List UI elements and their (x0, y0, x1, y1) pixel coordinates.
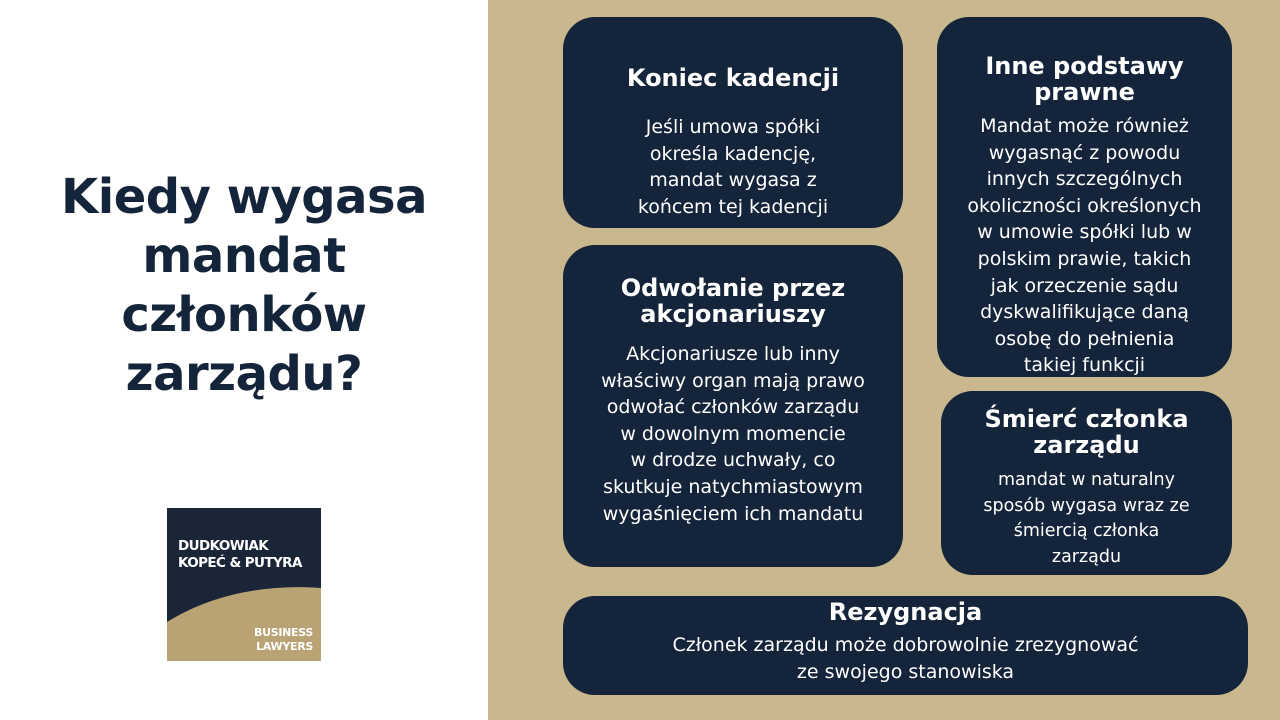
card-text-line: innych szczególnych (986, 168, 1183, 191)
card-title-line: akcjonariuszy (640, 300, 826, 328)
card-text-line: odwołać członków zarządu (606, 396, 860, 419)
card-text-line: polskim prawie, takich (977, 247, 1192, 270)
card-text-line: osobę do pełnienia (994, 327, 1175, 350)
card-text-line: Mandat może również (980, 115, 1189, 137)
card-text-line: określa kadencję, (649, 142, 817, 165)
title-line: członków (121, 287, 367, 343)
card-text-line: takiej funkcji (1023, 354, 1146, 377)
card-text-line: skutkuje natychmiastowym (603, 475, 863, 498)
card-text-line: w dowolnym momencie (620, 422, 846, 445)
card-text (951, 468, 1222, 570)
card-text-line: dyskwalifikujące daną (980, 301, 1189, 324)
card-title (941, 406, 1232, 458)
page-title (20, 168, 468, 404)
card-title: Rezygnacja (828, 598, 983, 626)
card-title (937, 53, 1232, 105)
logo-firm-name (178, 538, 302, 572)
card-text (571, 341, 895, 527)
card-text-line: okoliczności określonych (967, 194, 1202, 217)
card-text (583, 632, 1228, 685)
card-text-line: zarządu (1051, 546, 1122, 567)
card-title-line: Odwołanie przez (620, 274, 846, 302)
left-panel (0, 0, 488, 720)
card-text-line: w umowie spółki lub w (977, 221, 1192, 244)
card-text-line: jak orzeczenie sądu (990, 274, 1179, 297)
title-line: zarządu? (125, 346, 363, 402)
card-inne-podstawy (937, 17, 1232, 377)
card-text-line: śmiercią członka (1013, 521, 1160, 541)
card-title-line: Inne podstawy (985, 52, 1184, 80)
logo-tag-line: LAWYERS (256, 640, 313, 653)
card-text (593, 114, 873, 220)
card-title (563, 275, 903, 327)
card-text-line: ze swojego stanowiska (796, 660, 1015, 683)
card-text-line: końcem tej kadencji (637, 195, 829, 218)
card-text-line: wygaśnięciem ich mandatu (602, 502, 864, 525)
logo-name-line: DUDKOWIAK (178, 538, 269, 554)
card-smierc-czlonka (941, 391, 1232, 575)
card-text (947, 113, 1222, 379)
card-title: Koniec kadencji (626, 64, 840, 92)
card-text-line: Akcjonariusze lub inny (626, 343, 840, 365)
title-line: Kiedy wygasa (61, 169, 427, 225)
card-title-line: prawne (1034, 78, 1135, 106)
card-text-line: wygasnąć z powodu (988, 141, 1181, 164)
card-text-line: w drodze uchwały, co (630, 449, 836, 472)
card-text-line: sposób wygasa wraz ze (983, 495, 1190, 516)
title-line: mandat (142, 228, 346, 284)
card-rezygnacja (563, 596, 1248, 695)
logo-name-line: KOPEĆ & PUTYRA (178, 555, 302, 571)
card-koniec-kadencji (563, 17, 903, 228)
logo-tagline (254, 626, 313, 654)
card-text-line: właściwy organ mają prawo (601, 369, 865, 392)
card-odwolanie (563, 245, 903, 567)
card-text-line: Członek zarządu może dobrowolnie zrezygnować (672, 634, 1139, 656)
card-text-line: mandat wygasa z (649, 169, 817, 192)
card-title-line: Śmierć członka (984, 405, 1189, 433)
card-text-line: Jeśli umowa spółki (645, 116, 821, 138)
card-text-line: mandat w naturalny (998, 470, 1175, 490)
company-logo (167, 508, 321, 661)
logo-tag-line: BUSINESS (253, 626, 313, 639)
card-title-line: zarządu (1033, 431, 1140, 459)
